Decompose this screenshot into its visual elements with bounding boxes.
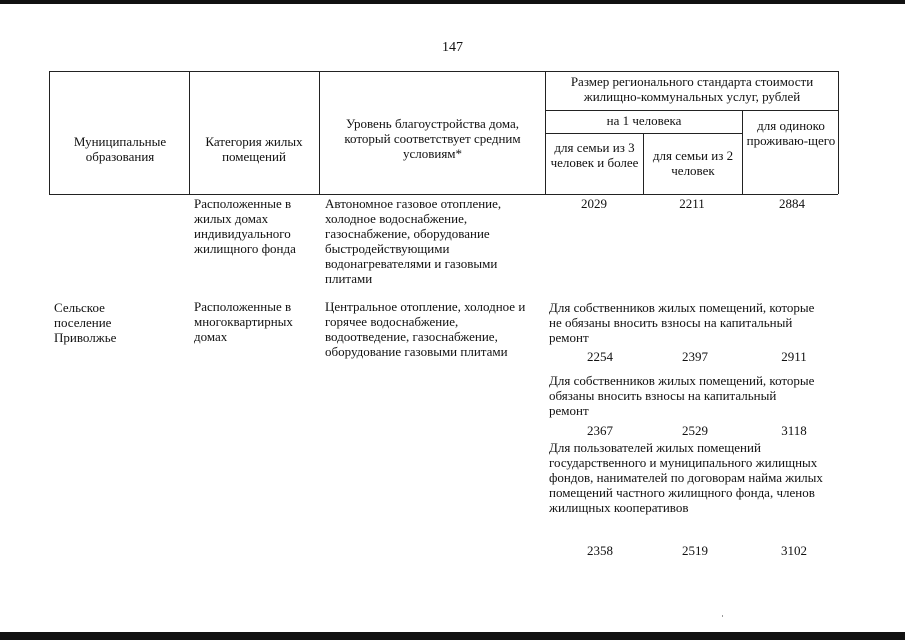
col-line-6 [838,71,839,194]
row1-value-family3: 2029 [581,196,607,211]
header-standard: Размер регионального стандарта стоимости жилищно-коммунальных услуг, рублей [570,74,814,104]
col-line-0 [49,71,50,194]
group1-value-single: 2911 [781,349,807,364]
header-divider-1 [545,110,838,111]
page-number: 147 [442,40,463,55]
scan-speck [722,615,723,617]
col-line-2 [319,71,320,194]
row2-level: Центральное отопление, холодное и горячее водоснабжение, водоотведение, газоснабжение, оборудование газовыми плитами [325,299,526,359]
group3-value-family2: 2519 [682,543,708,558]
group2-value-single: 3118 [781,423,807,438]
table-top-border [49,71,838,72]
group3-text: Для пользователей жилых помещений государственного и муниципального жилищных фондов, нанимателей по договорам найма жилых помещений частного жилищного фонда, членов жилищных кооперативов [549,440,823,515]
group1-value-family3: 2254 [587,349,613,364]
group3-value-family3: 2358 [587,543,613,558]
top-border [0,0,905,4]
header-bottom-border [49,194,838,195]
group2-value-family3: 2367 [587,423,613,438]
col-line-1 [189,71,190,194]
header-single: для одиноко проживаю-щего [746,118,836,148]
row1-value-family2: 2211 [679,196,705,211]
header-per-person: на 1 человека [606,113,682,128]
row2-category: Расположенные в многоквартирных домах [194,299,293,344]
header-level: Уровень благоустройства дома, который соответствует средним условиям* [344,116,521,161]
header-family-2: для семьи из 2 человек [652,148,734,178]
municipality-name: Сельское поселение Приволжье [54,300,117,345]
header-category: Категория жилых помещений [205,134,303,164]
col-line-4 [643,133,644,194]
col-line-3 [545,71,546,194]
row1-value-single: 2884 [779,196,805,211]
group1-value-family2: 2397 [682,349,708,364]
row1-category: Расположенные в жилых домах индивидуального жилищного фонда [194,196,296,256]
group2-value-family2: 2529 [682,423,708,438]
group3-value-single: 3102 [781,543,807,558]
group1-text: Для собственников жилых помещений, которые не обязаны вносить взносы на капитальный ремонт [549,300,815,345]
header-municipality: Муниципальные образования [73,134,167,164]
row1-level: Автономное газовое отопление, холодное водоснабжение, газоснабжение, оборудование быстродействующими водонагревателями и газовыми плитами [325,196,502,286]
bottom-border [0,632,905,640]
header-family-3: для семьи из 3 человек и более [550,140,639,170]
group2-text: Для собственников жилых помещений, которые обязаны вносить взносы на капитальный ремонт [549,373,815,418]
col-line-5 [742,110,743,194]
